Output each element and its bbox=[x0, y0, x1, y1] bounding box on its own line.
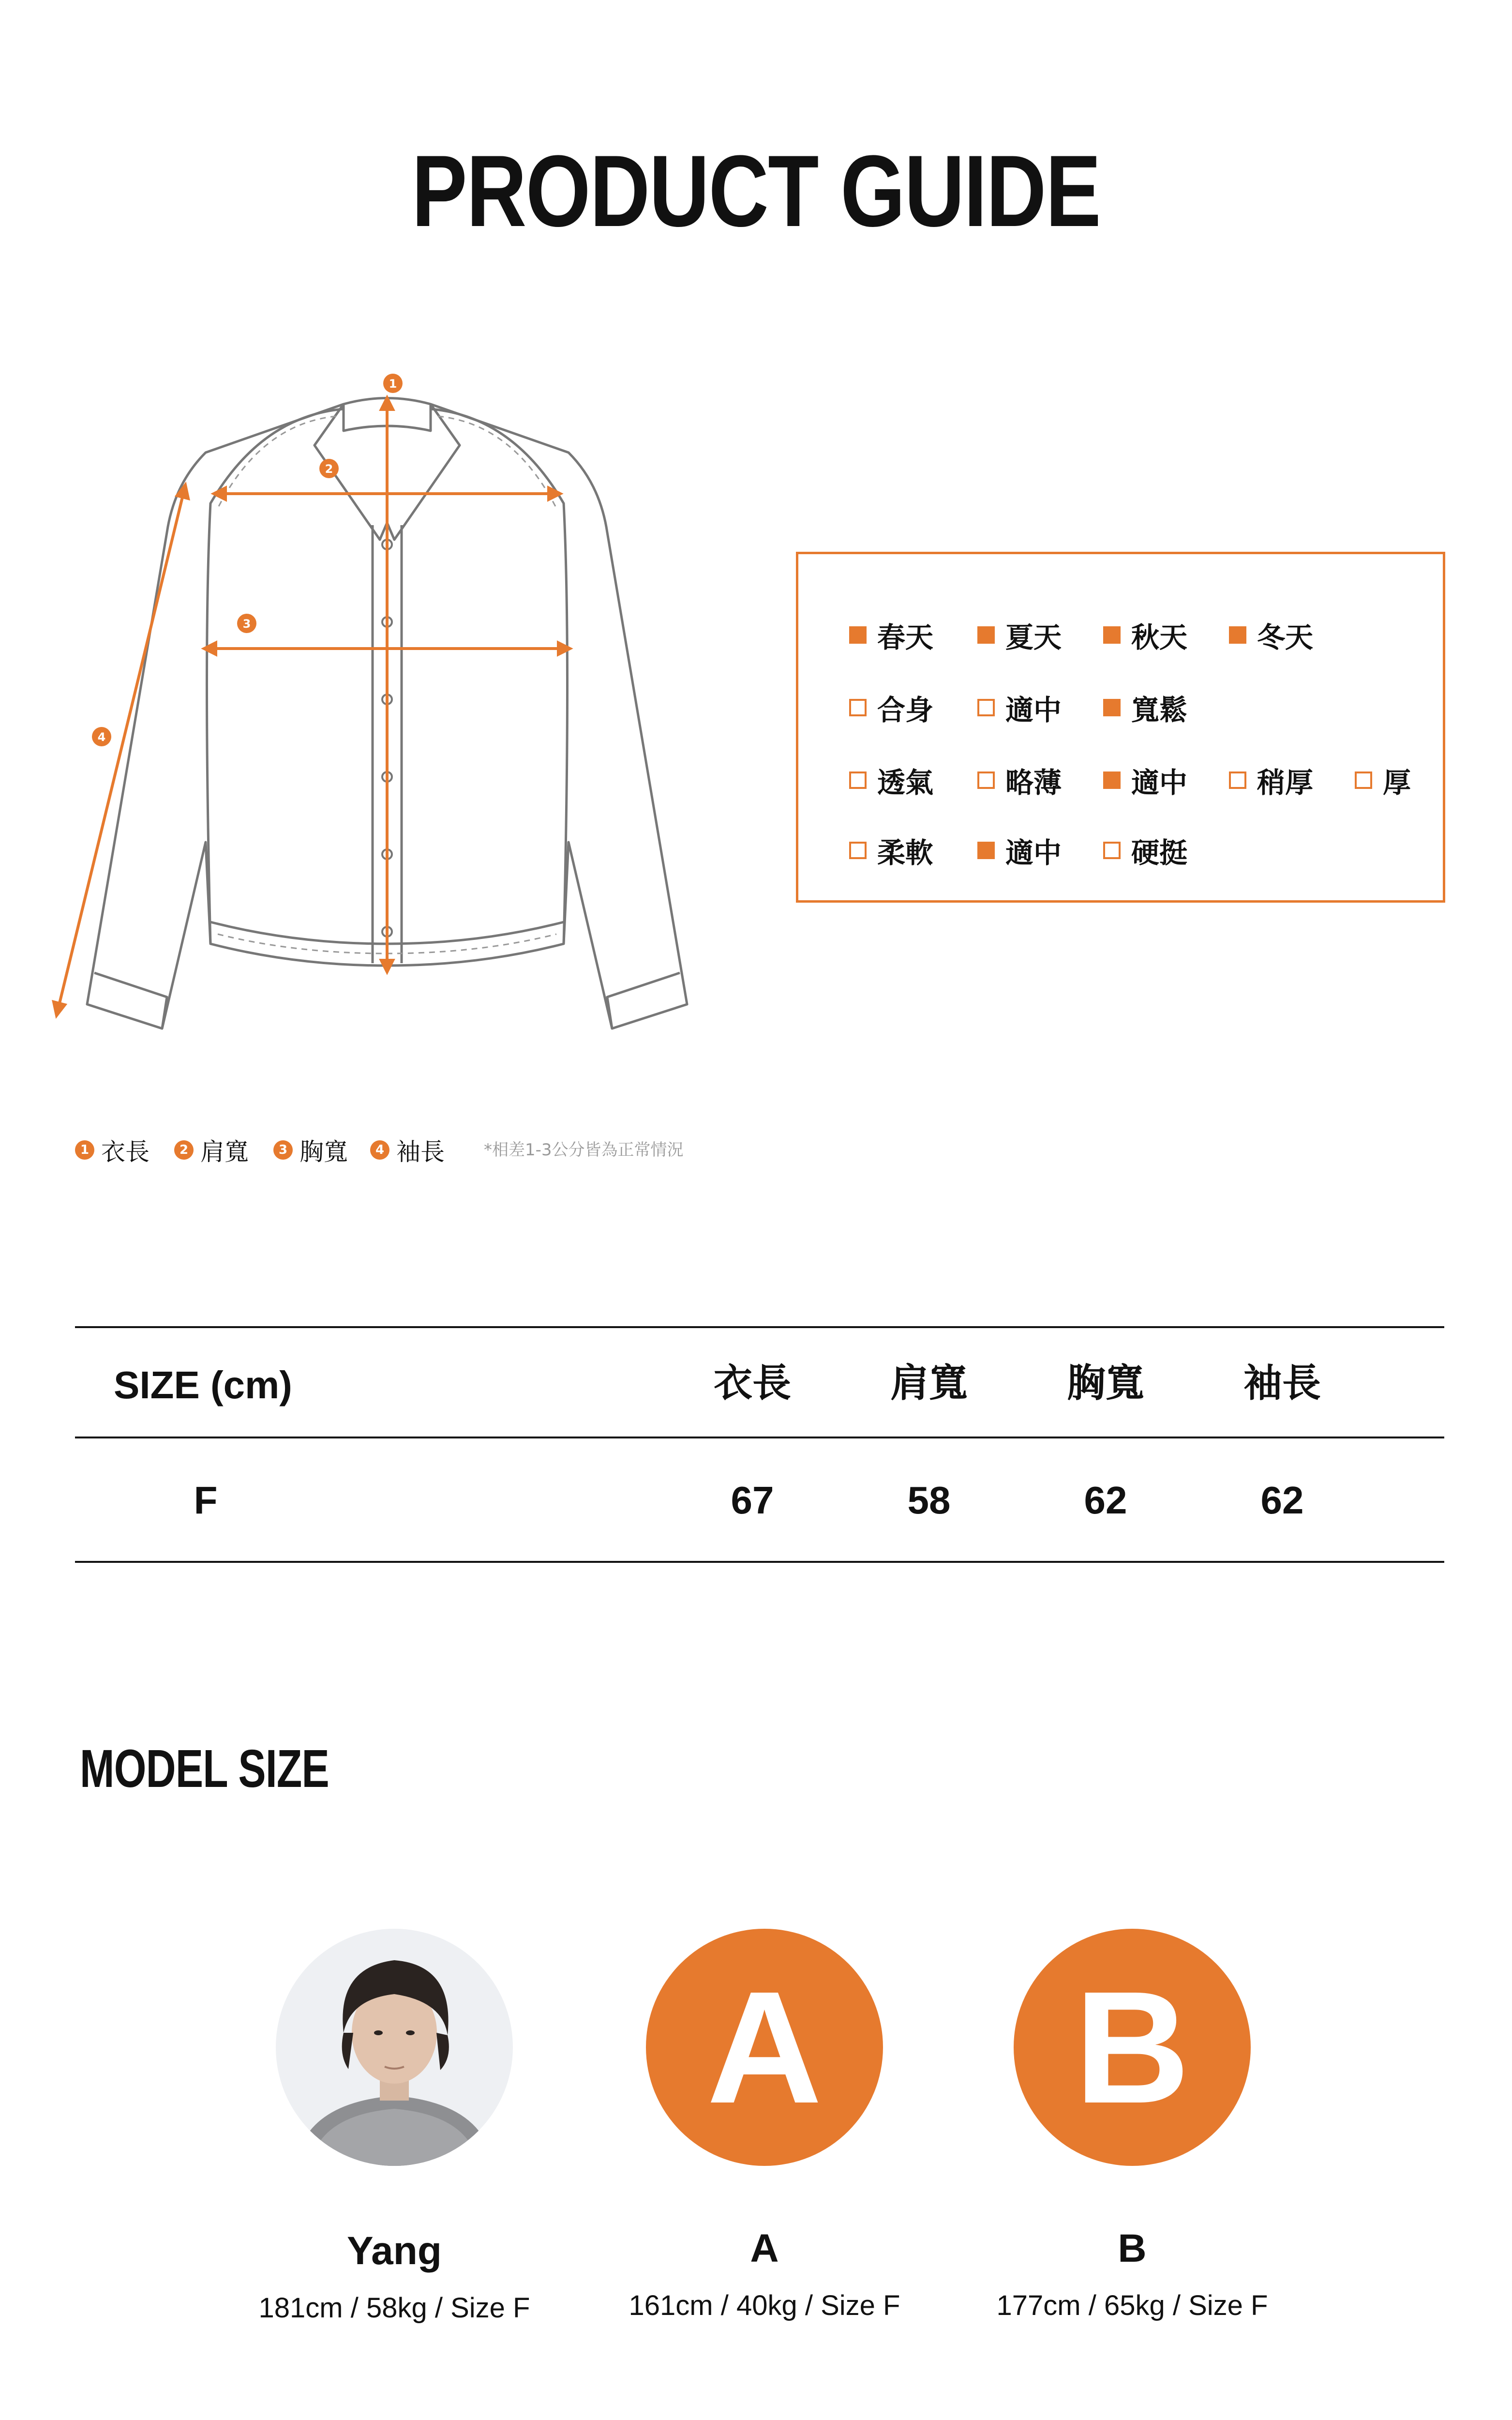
property-option bbox=[1103, 615, 1187, 655]
model-stats: 161cm / 40kg / Size F bbox=[629, 2290, 900, 2321]
unchecked-box-icon bbox=[849, 699, 867, 716]
col-header-length: 衣長 bbox=[714, 1361, 791, 1406]
checked-box-icon bbox=[1103, 771, 1121, 789]
table-header-rule bbox=[75, 1437, 1444, 1438]
measurement-note: *相差1-3公分皆為正常情況 bbox=[484, 1140, 684, 1160]
table-top-rule bbox=[75, 1326, 1444, 1328]
legend-label: 袖長 bbox=[396, 1138, 445, 1166]
row-size: F bbox=[194, 1479, 218, 1522]
unchecked-box-icon bbox=[849, 771, 867, 789]
property-label: 適中 bbox=[1005, 694, 1062, 726]
property-label: 略薄 bbox=[1005, 766, 1062, 799]
property-label: 冬天 bbox=[1257, 621, 1314, 654]
checked-box-icon bbox=[1103, 699, 1121, 716]
property-option bbox=[1103, 760, 1187, 801]
person-photo-icon bbox=[276, 1929, 513, 2166]
model-stats: 177cm / 65kg / Size F bbox=[996, 2290, 1268, 2321]
fabric-properties-box bbox=[796, 552, 1445, 903]
checked-box-icon bbox=[977, 626, 995, 644]
legend-item bbox=[75, 1133, 150, 1167]
property-label: 稍厚 bbox=[1257, 766, 1314, 799]
legend-label: 肩寬 bbox=[200, 1138, 249, 1166]
model-b-avatar: B bbox=[1014, 1929, 1251, 2166]
property-option bbox=[849, 830, 933, 871]
model-name: A bbox=[750, 2226, 779, 2270]
cell-shoulder: 58 bbox=[907, 1479, 951, 1522]
property-option bbox=[1103, 830, 1187, 871]
property-label: 寬鬆 bbox=[1131, 694, 1188, 726]
page-title: PRODUCT GUIDE bbox=[411, 134, 1101, 248]
property-option bbox=[1355, 760, 1411, 801]
property-label: 春天 bbox=[877, 621, 934, 654]
legend-item bbox=[174, 1133, 249, 1167]
checked-box-icon bbox=[1229, 626, 1246, 644]
property-label: 硬挺 bbox=[1131, 836, 1188, 869]
legend-label: 衣長 bbox=[101, 1138, 150, 1166]
unchecked-box-icon bbox=[1229, 771, 1246, 789]
checked-box-icon bbox=[849, 626, 867, 644]
property-label: 合身 bbox=[877, 694, 934, 726]
property-label: 夏天 bbox=[1005, 621, 1062, 654]
unchecked-box-icon bbox=[977, 771, 995, 789]
model-photo-avatar bbox=[276, 1929, 513, 2166]
property-label: 適中 bbox=[1131, 766, 1188, 799]
col-header-sleeve: 袖長 bbox=[1243, 1361, 1321, 1406]
cell-sleeve: 62 bbox=[1260, 1479, 1304, 1522]
property-option bbox=[977, 615, 1062, 655]
legend-item bbox=[370, 1133, 445, 1167]
property-option bbox=[849, 687, 933, 728]
property-label: 透氣 bbox=[877, 766, 934, 799]
checked-box-icon bbox=[977, 842, 995, 859]
cell-length: 67 bbox=[731, 1479, 774, 1522]
legend-number: 1 bbox=[75, 1140, 94, 1160]
property-option bbox=[1229, 615, 1313, 655]
legend-number: 2 bbox=[174, 1140, 194, 1160]
col-header-shoulder: 肩寬 bbox=[890, 1361, 968, 1406]
model-stats: 181cm / 58kg / Size F bbox=[258, 2292, 530, 2324]
property-option bbox=[977, 830, 1062, 871]
size-header: SIZE (cm) bbox=[114, 1363, 292, 1407]
table-bottom-rule bbox=[75, 1561, 1444, 1563]
model-a-avatar: A bbox=[646, 1929, 883, 2166]
checked-box-icon bbox=[1103, 626, 1121, 644]
legend-item bbox=[273, 1133, 348, 1167]
model-name: Yang bbox=[347, 2229, 442, 2273]
unchecked-box-icon bbox=[1355, 771, 1372, 789]
unchecked-box-icon bbox=[849, 842, 867, 859]
unchecked-box-icon bbox=[977, 699, 995, 716]
property-label: 適中 bbox=[1005, 836, 1062, 869]
unchecked-box-icon bbox=[1103, 842, 1121, 859]
jacket-measurement-diagram bbox=[44, 358, 731, 1060]
property-option bbox=[849, 615, 933, 655]
model-name: B bbox=[1118, 2226, 1147, 2270]
legend-number: 3 bbox=[273, 1140, 293, 1160]
marker-2: 2 bbox=[325, 462, 333, 476]
marker-4: 4 bbox=[97, 730, 106, 744]
property-option bbox=[1103, 687, 1187, 728]
col-header-chest: 胸寬 bbox=[1067, 1361, 1144, 1406]
legend-number: 4 bbox=[370, 1140, 389, 1160]
marker-1: 1 bbox=[389, 377, 397, 391]
property-option bbox=[977, 687, 1062, 728]
property-option bbox=[977, 760, 1062, 801]
property-option bbox=[1229, 760, 1313, 801]
cell-chest: 62 bbox=[1084, 1479, 1127, 1522]
model-size-title: MODEL SIZE bbox=[80, 1739, 329, 1799]
property-label: 厚 bbox=[1383, 766, 1411, 799]
property-option bbox=[849, 760, 933, 801]
marker-3: 3 bbox=[242, 617, 251, 631]
legend-label: 胸寬 bbox=[299, 1138, 348, 1166]
property-label: 秋天 bbox=[1131, 621, 1188, 654]
property-label: 柔軟 bbox=[877, 836, 934, 869]
